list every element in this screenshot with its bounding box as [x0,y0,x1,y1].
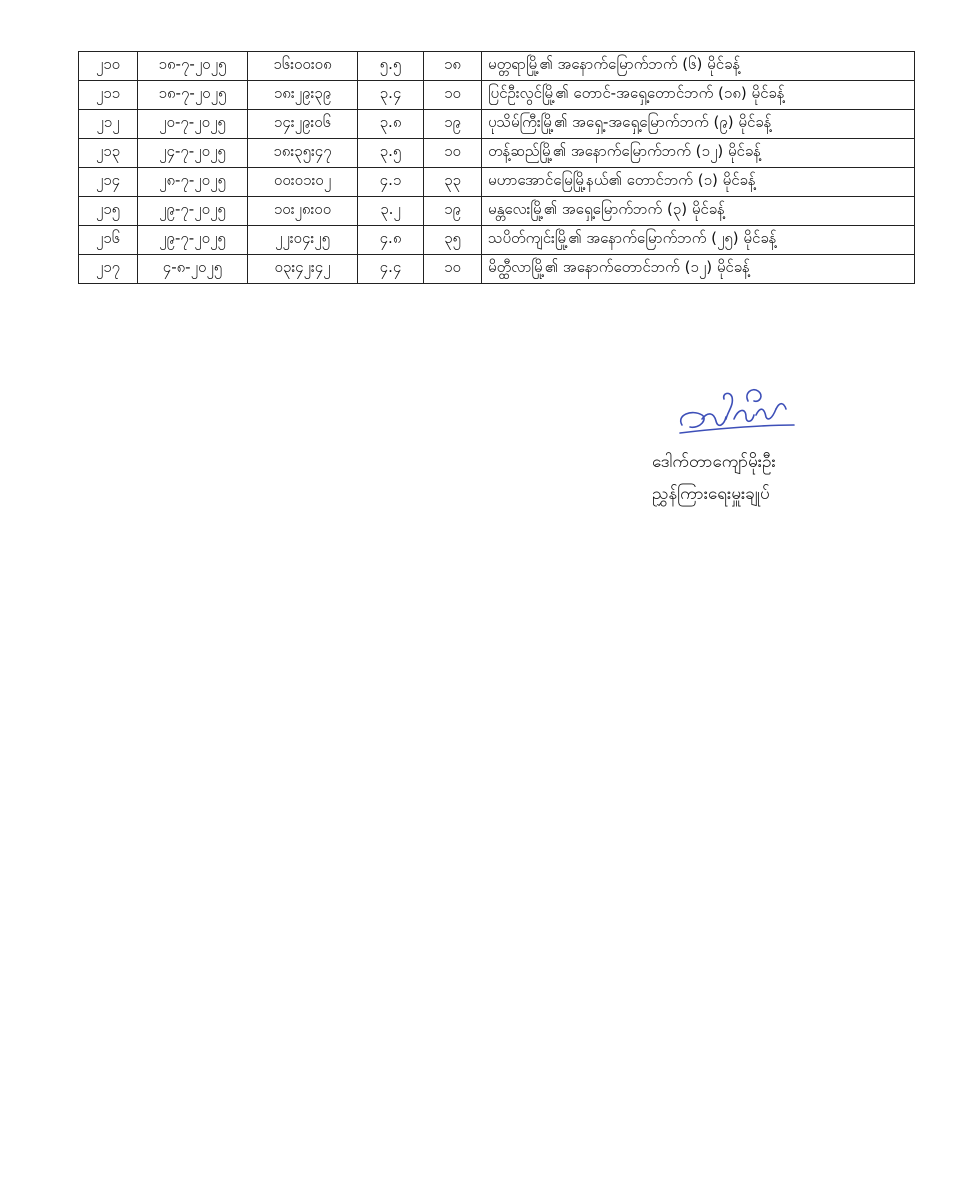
event-time: ၁၄း၂၉း၀၆ [248,110,358,139]
event-date: ၂၈-၇-၂၀၂၅ [138,168,248,197]
event-date: ၁၈-၇-၂၀၂၅ [138,81,248,110]
event-magnitude: ၄.၄ [358,255,424,284]
event-date: ၁၈-၇-၂၀၂၅ [138,52,248,81]
table-row [79,168,915,197]
event-location: မဟာအောင်မြေမြို့နယ်၏ တောင်ဘက် (၁) မိုင်ခန့် [482,168,915,197]
event-depth: ၁၀ [424,81,482,110]
row-number: ၂၁၁ [79,81,138,110]
row-number: ၂၁၇ [79,255,138,284]
event-time: ၁၈း၃၅း၄၇ [248,139,358,168]
earthquake-table [78,51,915,284]
table-row [79,110,915,139]
event-time: ၁၈း၂၉း၃၉ [248,81,358,110]
table-row [79,139,915,168]
event-location: ပုသိမ်ကြီးမြို့၏ အရှေ့-အရှေ့မြောက်ဘက် (၉) မိုင်ခန့် [482,110,915,139]
row-number: ၂၁၂ [79,110,138,139]
event-depth: ၃၅ [424,226,482,255]
event-magnitude: ၃.၈ [358,110,424,139]
earthquake-table-body [79,52,915,284]
table-row [79,226,915,255]
event-depth: ၁၉ [424,197,482,226]
event-depth: ၁၈ [424,52,482,81]
event-magnitude: ၃.၄ [358,81,424,110]
event-time: ၁၆း၀၀း၀၈ [248,52,358,81]
event-location: သပိတ်ကျင်းမြို့၏ အနောက်မြောက်ဘက် (၂၅) မိုင်ခန့် [482,226,915,255]
event-location: မိတ္ထီလာမြို့၏ အနောက်တောင်ဘက် (၁၂) မိုင်ခန့် [482,255,915,284]
event-depth: ၁၀ [424,139,482,168]
event-date: ၄-၈-၂၀၂၅ [138,255,248,284]
event-location: တန့်ဆည်မြို့၏ အနောက်မြောက်ဘက် (၁၂) မိုင်ခန့် [482,139,915,168]
row-number: ၂၁၄ [79,168,138,197]
event-date: ၂၄-၇-၂၀၂၅ [138,139,248,168]
event-time: ၀၀း၀၁း၀၂ [248,168,358,197]
event-magnitude: ၃.၂ [358,197,424,226]
event-location: မတ္တရာမြို့၏ အနောက်မြောက်ဘက် (၆) မိုင်ခန့် [482,52,915,81]
signatory-title: ညွှန်ကြားရေးမှူးချုပ် [652,484,770,504]
row-number: ၂၁၅ [79,197,138,226]
event-date: ၂၀-၇-၂၀၂၅ [138,110,248,139]
event-location: ပြင်ဦးလွင်မြို့၏ တောင်-အရှေ့တောင်ဘက် (၁၈) မိုင်ခန့် [482,81,915,110]
event-magnitude: ၅.၅ [358,52,424,81]
table-row [79,52,915,81]
event-magnitude: ၄.၁ [358,168,424,197]
event-depth: ၃၃ [424,168,482,197]
signatory-name: ဒေါက်တာကျော်မိုးဦး [652,452,776,472]
row-number: ၂၁၀ [79,52,138,81]
event-date: ၂၉-၇-၂၀၂၅ [138,226,248,255]
event-time: ၁၀း၂၈း၀၀ [248,197,358,226]
event-magnitude: ၄.၈ [358,226,424,255]
event-time: ၀၃း၄၂း၄၂ [248,255,358,284]
table-row [79,197,915,226]
row-number: ၂၁၆ [79,226,138,255]
event-time: ၂၂း၀၄း၂၅ [248,226,358,255]
event-depth: ၁၉ [424,110,482,139]
event-location: မန္တလေးမြို့၏ အရှေ့မြောက်ဘက် (၃) မိုင်ခန့် [482,197,915,226]
event-date: ၂၉-၇-၂၀၂၅ [138,197,248,226]
event-magnitude: ၃.၅ [358,139,424,168]
table-row [79,81,915,110]
event-depth: ၁၀ [424,255,482,284]
row-number: ၂၁၃ [79,139,138,168]
handwritten-signature [672,385,802,447]
table-row [79,255,915,284]
